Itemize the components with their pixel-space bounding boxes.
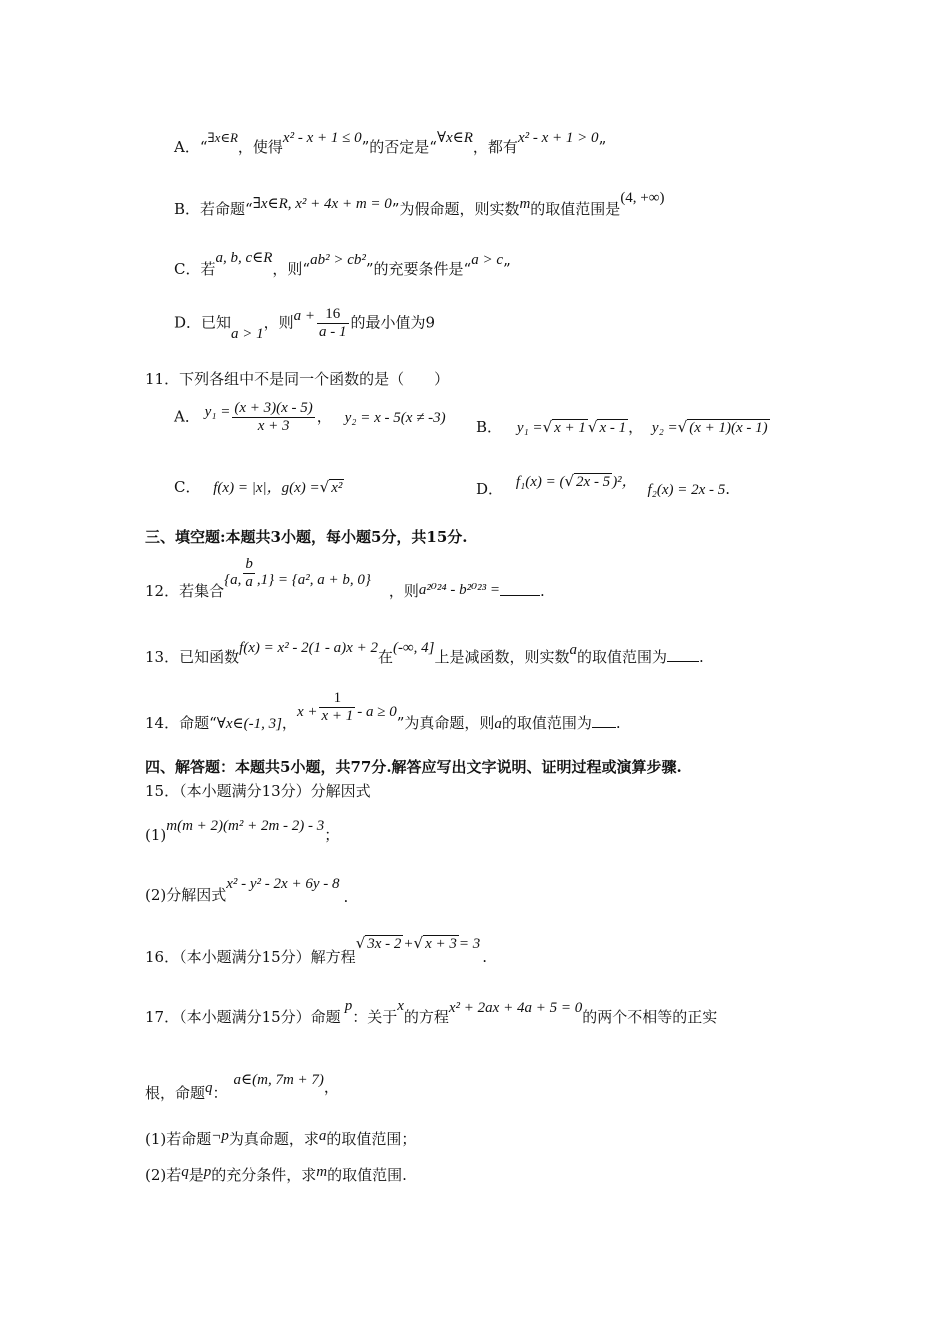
text: . <box>699 648 704 666</box>
radicand: x + 1 <box>554 420 586 436</box>
text: ，则 <box>388 581 419 600</box>
text: 13．已知函数 <box>145 648 240 666</box>
math: f(x) = |x|，g(x) = <box>213 480 320 496</box>
q15-part-2 <box>145 872 349 906</box>
math: a <box>318 1128 327 1144</box>
radicand: (x + 1)(x - 1) <box>689 420 768 436</box>
math: a, b, c∈R <box>215 250 273 266</box>
denominator: a - 1 <box>319 324 347 340</box>
radicand: 3x - 2 <box>367 936 402 952</box>
radicand: 2x - 5 <box>576 474 611 490</box>
math: ab² > cb² <box>310 252 366 268</box>
math: x + <box>296 703 318 720</box>
text: ； <box>324 826 340 844</box>
text: ”为真命题，则 <box>396 713 495 732</box>
denominator: a <box>245 574 253 590</box>
fraction <box>319 690 355 725</box>
numerator: b <box>245 556 253 572</box>
text: 的取值范围. <box>327 1166 407 1184</box>
q10-option-b <box>174 190 665 219</box>
text: . <box>343 888 349 906</box>
text: . <box>615 713 621 732</box>
math: {a, <box>224 571 242 588</box>
math: a <box>494 715 502 732</box>
text: 12．若集合 <box>145 581 225 600</box>
math: = 3 <box>458 936 481 952</box>
text: (1)若命题 <box>145 1130 212 1148</box>
math: y₁ = <box>516 420 543 436</box>
numerator: (x + 3)(x - 5) <box>234 400 313 416</box>
math: + <box>403 936 414 952</box>
text: . <box>539 581 545 600</box>
q11-option-b: B． y₁ =√ x + 1 √ x - 1 ， y₂ =√ (x + 1)(x - 1) <box>476 418 768 436</box>
section-4-heading: 四、解答题：本题共5小题，共77分.解答应写出文字说明、证明过程或演算步骤. <box>145 758 682 776</box>
text: 的最小值为9 <box>350 313 436 332</box>
option-label: A． <box>174 407 200 426</box>
math: a + <box>293 307 316 324</box>
text: ， <box>323 1078 339 1096</box>
math: (-∞, 4] <box>392 640 435 656</box>
text: (2)分解因式 <box>145 886 227 904</box>
math: y₁ = <box>204 403 231 420</box>
option-label: D． <box>476 480 504 498</box>
q11-option-c: C． f(x) = |x|，g(x) =√ x² <box>174 478 343 496</box>
text: ” <box>598 138 607 156</box>
text: 16．（本小题满分15分）解方程 <box>145 948 356 966</box>
text: 的两个不相等的正实 <box>582 1008 718 1026</box>
text: 是 <box>188 1166 204 1184</box>
math: a <box>569 642 578 658</box>
math: x² - x + 1 > 0 <box>517 130 599 146</box>
math: x² - x + 1 ≤ 0 <box>282 130 362 146</box>
math: (4, +∞) <box>620 190 665 206</box>
q15-stem: 15．（本小题满分13分）分解因式 <box>145 782 371 800</box>
q17-line-2 <box>145 1072 339 1102</box>
math: f₁(x) = ( <box>515 474 565 490</box>
q11-option-a <box>174 400 446 435</box>
option-label: A． <box>174 138 200 156</box>
text: 的取值范围为 <box>577 648 668 666</box>
q13 <box>145 640 704 667</box>
math: q <box>205 1080 213 1096</box>
text: 的取值范围是 <box>530 200 621 218</box>
math: y₂ = x - 5(x ≠ -3) <box>344 409 446 426</box>
q17-part-2 <box>145 1164 407 1185</box>
text: ” <box>503 260 511 278</box>
text: 的取值范围为 <box>501 713 592 732</box>
text: 17．（本小题满分15分）命题 <box>145 1008 341 1026</box>
math: ∀x∈(-1, 3] <box>216 715 282 732</box>
q10-option-a <box>174 130 607 157</box>
math: a∈(m, 7m + 7) <box>233 1072 324 1088</box>
math: p <box>203 1164 212 1180</box>
text: . <box>725 480 731 498</box>
fraction <box>243 556 255 591</box>
math: )²， <box>612 474 637 490</box>
fraction <box>317 306 349 341</box>
math: ∃x∈R, x² + 4x + m = 0 <box>252 196 392 212</box>
text: ，都有 <box>472 138 518 156</box>
text: ”的否定是“ <box>361 138 437 156</box>
denominator: x + 3 <box>257 418 290 434</box>
text: 上是减函数，则实数 <box>434 648 570 666</box>
option-label: B． <box>476 418 503 436</box>
math: x² - y² - 2x + 6y - 8 <box>226 876 340 892</box>
text: ： <box>212 1084 228 1102</box>
math: a > 1 <box>231 325 264 342</box>
q11-option-d: D． f₁(x) = (√ 2x - 5 )²， f₂(x) = 2x - 5. <box>476 472 731 498</box>
q15-part-1 <box>145 814 340 844</box>
math: ∃x∈R <box>207 130 238 145</box>
math: ∀x∈R <box>436 130 473 146</box>
math: f₂(x) = 2x - 5 <box>647 482 726 498</box>
math: a > c <box>471 252 503 268</box>
math: m <box>316 1164 328 1180</box>
answer-blank <box>667 661 699 662</box>
text: ， <box>281 713 297 732</box>
text: 的取值范围； <box>326 1130 417 1148</box>
q10-option-c <box>174 250 511 279</box>
radicand: x - 1 <box>599 420 627 436</box>
math: p <box>344 998 353 1014</box>
q14 <box>145 690 621 732</box>
q17-line-1 <box>145 998 718 1027</box>
text: ， <box>316 407 332 426</box>
section-3-heading: 三、填空题:本题共3小题，每小题5分，共15分. <box>145 528 468 546</box>
q11-stem: 11．下列各组中不是同一个函数的是（ ） <box>145 370 450 388</box>
radicand: x² <box>331 480 343 496</box>
q10-option-d <box>174 306 435 341</box>
math: a²⁰²⁴ - b²⁰²³ = <box>418 581 500 598</box>
text: ”为假命题，则实数 <box>391 200 520 218</box>
q16: 16．（本小题满分15分）解方程√ 3x - 2 +√ x + 3 = 3. <box>145 934 488 966</box>
text: “ <box>199 138 208 156</box>
math: q <box>181 1164 189 1180</box>
answer-blank <box>592 727 616 728</box>
option-label: C． <box>174 478 201 496</box>
text: (2)若 <box>145 1166 182 1184</box>
q12 <box>145 556 545 600</box>
fraction <box>232 400 314 435</box>
text: ， <box>628 418 644 436</box>
text: . <box>482 948 488 966</box>
text: ，使得 <box>237 138 283 156</box>
q17-part-1 <box>145 1128 416 1149</box>
option-label: D．已知 <box>174 313 232 332</box>
text: 14．命题“ <box>145 713 217 732</box>
math: x <box>397 998 404 1014</box>
math: ,1} = {a², a + b, 0} <box>256 571 371 588</box>
denominator: x + 1 <box>321 708 354 724</box>
text: ：关于 <box>352 1008 398 1026</box>
text: ，则 <box>263 313 294 332</box>
text: ，则“ <box>272 260 311 278</box>
text: 的方程 <box>403 1008 449 1026</box>
text: 在 <box>377 648 393 666</box>
option-label: C．若 <box>174 260 216 278</box>
text: ”的充要条件是“ <box>365 260 472 278</box>
math: ¬p <box>211 1128 229 1144</box>
numerator: 16 <box>317 306 349 324</box>
math: - a ≥ 0 <box>357 703 397 720</box>
numerator: 1 <box>319 690 355 708</box>
answer-blank <box>500 595 540 596</box>
math: m <box>519 196 531 212</box>
math: m(m + 2)(m² + 2m - 2) - 3 <box>166 818 325 834</box>
math: f(x) = x² - 2(1 - a)x + 2 <box>239 640 378 656</box>
radicand: x + 3 <box>425 936 457 952</box>
math: y₂ = <box>651 420 678 436</box>
text: (1) <box>145 826 167 844</box>
option-label: B．若命题“ <box>174 200 253 218</box>
text: 根，命题 <box>145 1084 206 1102</box>
text: 的充分条件，求 <box>211 1166 317 1184</box>
math: x² + 2ax + 4a + 5 = 0 <box>448 1000 583 1016</box>
text: 为真命题，求 <box>228 1130 319 1148</box>
